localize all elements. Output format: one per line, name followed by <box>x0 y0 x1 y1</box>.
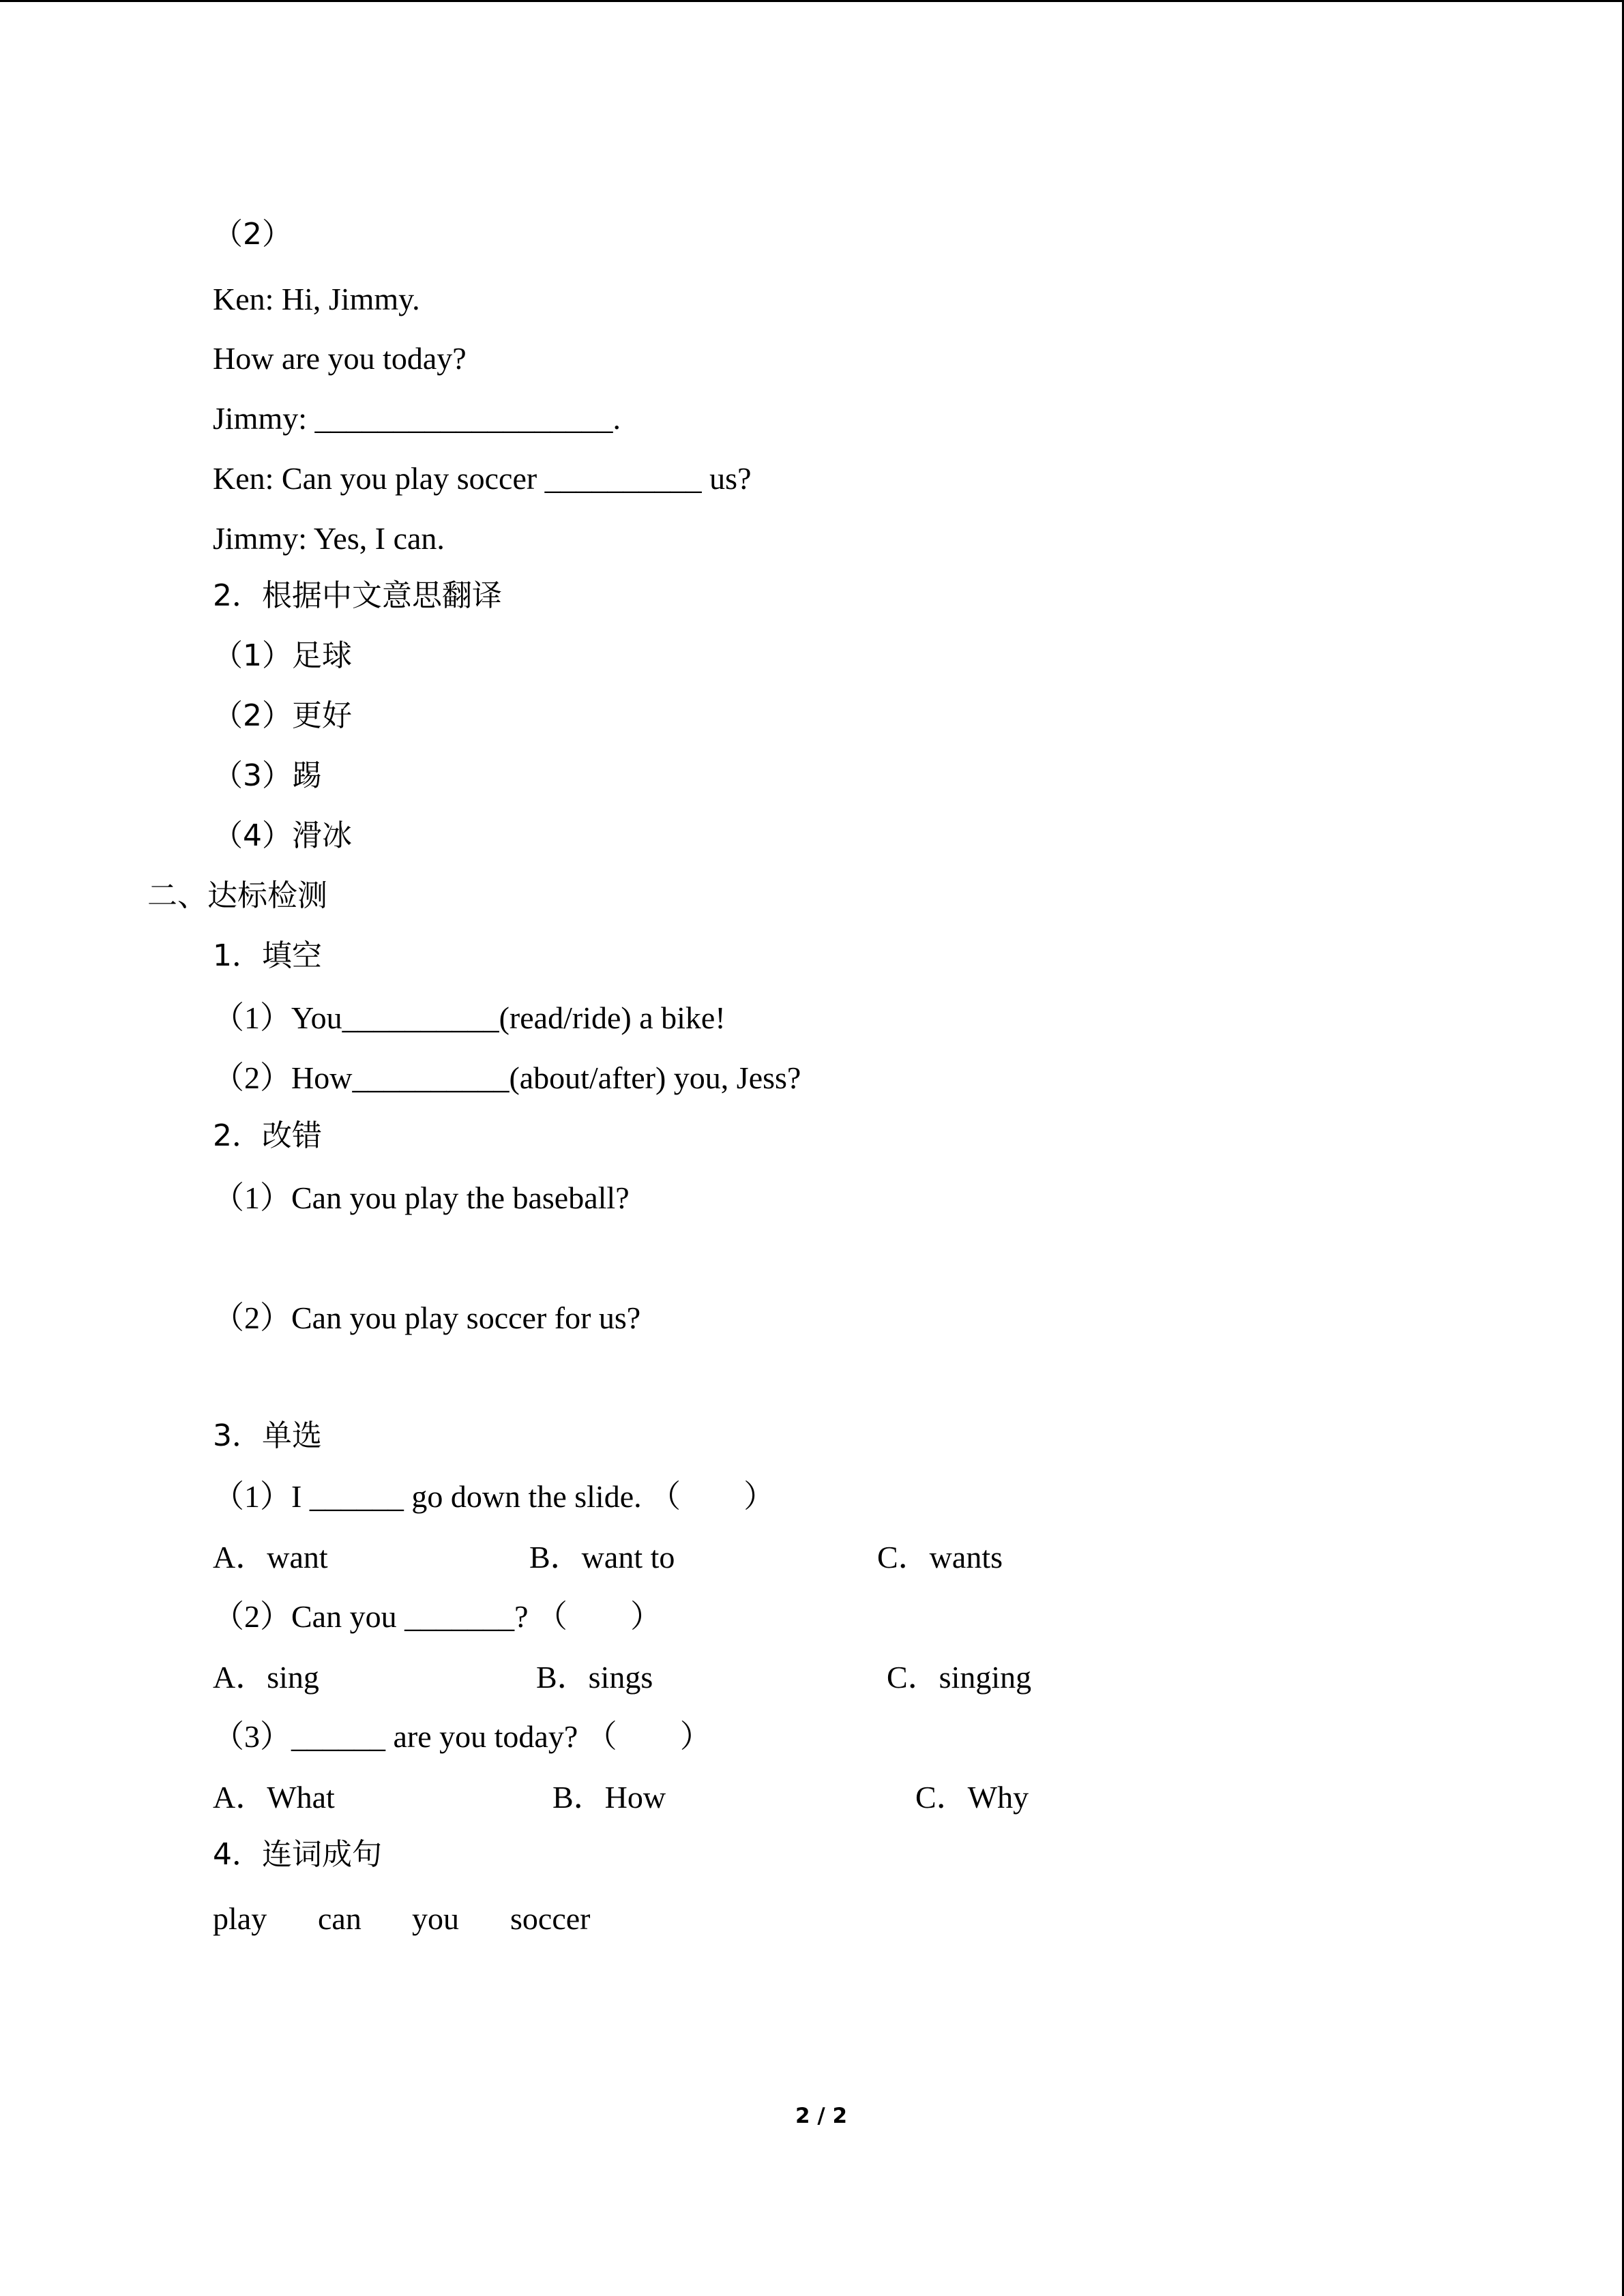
dialog-number: （2） <box>213 217 292 252</box>
top-border <box>0 0 1624 2</box>
mc-option-c: C．singing <box>887 1660 1032 1695</box>
dialog-line: Jimmy: ___________________. <box>213 401 621 436</box>
word-tile: play <box>213 1901 267 1936</box>
section-heading: 二、达标检测 <box>147 878 327 913</box>
word-tile: can <box>318 1901 361 1936</box>
mc-option-a: A．want <box>213 1540 328 1575</box>
mc-option-c: C．Why <box>915 1780 1029 1815</box>
fill-blank-item: （2）How__________(about/after) you, Jess? <box>213 1060 801 1095</box>
dialog-line: Jimmy: Yes, I can. <box>213 521 445 556</box>
mc-question-stem: （3）______ are you today? （ ） <box>213 1719 711 1754</box>
question-title: 1．填空 <box>213 938 322 973</box>
dialog-line: Ken: Hi, Jimmy. <box>213 282 420 316</box>
mc-option-b: B．sings <box>536 1660 653 1695</box>
dialog-line: Ken: Can you play soccer __________ us? <box>213 461 752 496</box>
correction-item: （1）Can you play the baseball? <box>213 1180 630 1215</box>
word-tile: you <box>412 1901 459 1936</box>
translation-item: （1）足球 <box>213 638 352 673</box>
fill-blank-item: （1）You__________(read/ride) a bike! <box>213 1000 726 1035</box>
mc-question-stem: （1）I ______ go down the slide. （ ） <box>213 1479 776 1514</box>
dialog-line: How are you today? <box>213 341 467 376</box>
page-number: 2 / 2 <box>795 2104 848 2128</box>
word-tile: soccer <box>510 1901 591 1936</box>
question-title: 2．改错 <box>213 1118 322 1153</box>
translation-item: （3）踢 <box>213 758 322 793</box>
mc-option-b: B．How <box>552 1780 666 1815</box>
question-title: 4．连词成句 <box>213 1837 382 1872</box>
question-title: 3．单选 <box>213 1418 322 1453</box>
mc-option-a: A．sing <box>213 1660 319 1695</box>
mc-question-stem: （2）Can you _______? （ ） <box>213 1599 662 1634</box>
translation-item: （2）更好 <box>213 698 352 733</box>
correction-item: （2）Can you play soccer for us? <box>213 1300 641 1335</box>
mc-option-c: C．wants <box>877 1540 1003 1575</box>
mc-option-a: A．What <box>213 1780 335 1815</box>
mc-option-b: B．want to <box>529 1540 675 1575</box>
question-title: 2．根据中文意思翻译 <box>213 578 502 613</box>
translation-item: （4）滑冰 <box>213 818 352 853</box>
